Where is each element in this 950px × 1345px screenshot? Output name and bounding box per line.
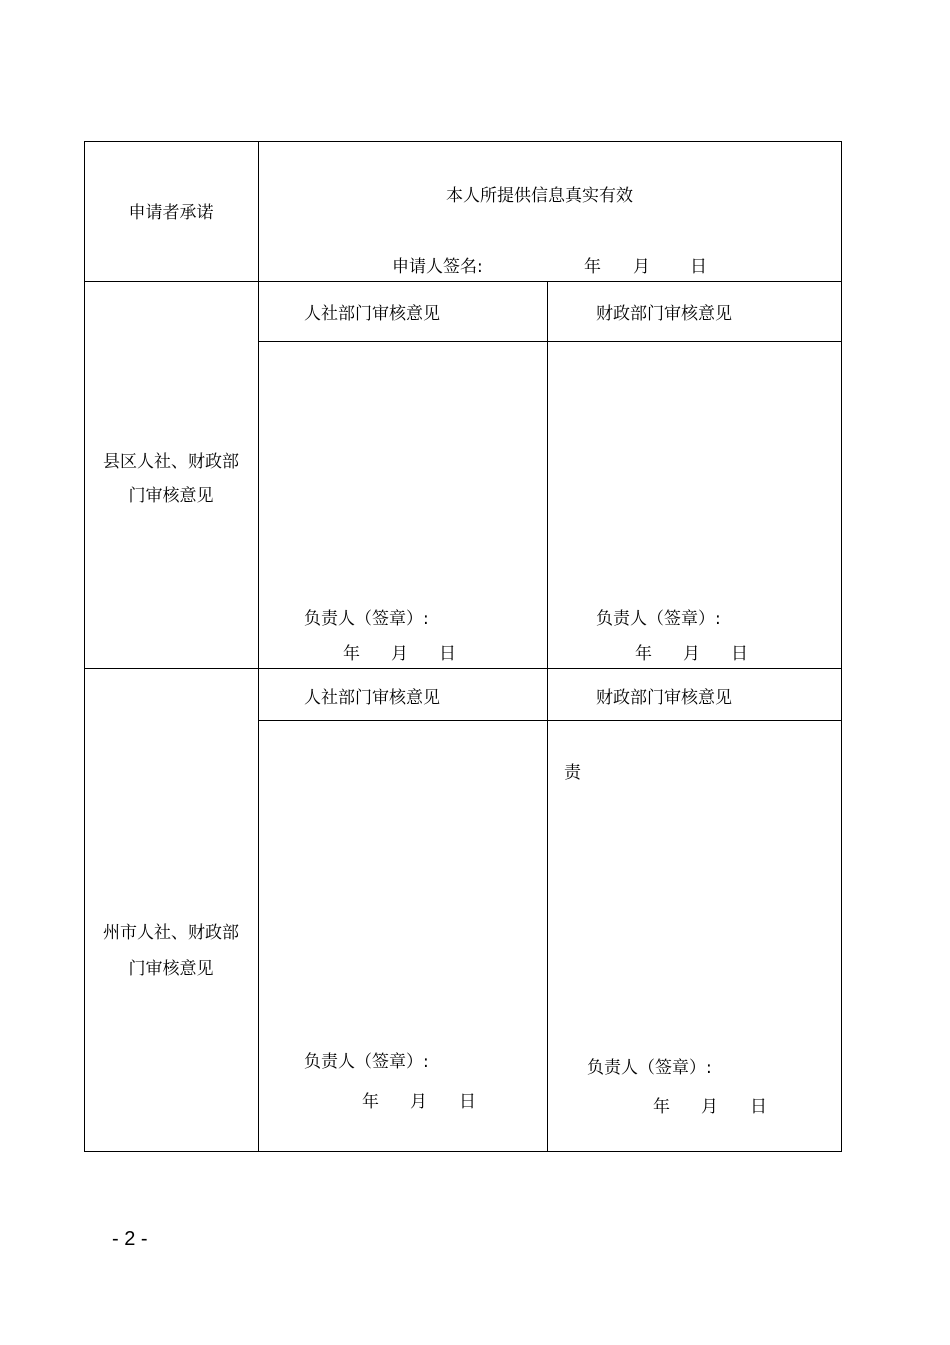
county-hr-review-header: 人社部门审核意见 bbox=[304, 304, 440, 324]
city-review-label-line2: 门审核意见 bbox=[128, 959, 214, 979]
page-number: - 2 - bbox=[112, 1228, 148, 1250]
city-hr-day: 日 bbox=[459, 1092, 476, 1112]
middle-column-border bbox=[547, 281, 548, 1152]
signature-month: 月 bbox=[633, 257, 650, 277]
row1-bottom-border bbox=[84, 281, 842, 282]
row2-bottom-border bbox=[84, 668, 842, 669]
county-finance-review-header: 财政部门审核意见 bbox=[596, 304, 732, 324]
county-review-label-line2: 门审核意见 bbox=[128, 486, 214, 506]
label-column-border bbox=[258, 141, 259, 1152]
table-top-border bbox=[84, 141, 842, 142]
city-hr-review-header: 人社部门审核意见 bbox=[304, 688, 440, 708]
applicant-commitment-label: 申请者承诺 bbox=[128, 203, 214, 223]
county-finance-day: 日 bbox=[731, 644, 748, 664]
county-hr-signer-label: 负责人（签章）: bbox=[304, 609, 429, 629]
city-finance-signer-label: 负责人（签章）: bbox=[587, 1058, 712, 1078]
table-left-border bbox=[84, 141, 85, 1152]
applicant-signature-label: 申请人签名: bbox=[392, 257, 483, 277]
row2-header-border bbox=[258, 341, 842, 342]
city-finance-month: 月 bbox=[701, 1097, 718, 1117]
stray-character: 责 bbox=[564, 763, 581, 783]
city-hr-year: 年 bbox=[362, 1092, 379, 1112]
table-right-border bbox=[841, 141, 842, 1152]
table-bottom-border bbox=[84, 1151, 842, 1152]
row3-header-border bbox=[258, 720, 842, 721]
county-finance-signer-label: 负责人（签章）: bbox=[596, 609, 721, 629]
signature-year: 年 bbox=[584, 257, 601, 277]
county-review-label-line1: 县区人社、财政部 bbox=[103, 452, 239, 472]
city-finance-review-header: 财政部门审核意见 bbox=[596, 688, 732, 708]
county-hr-month: 月 bbox=[391, 644, 408, 664]
city-review-label-line1: 州市人社、财政部 bbox=[103, 923, 239, 943]
signature-day: 日 bbox=[690, 257, 707, 277]
county-finance-year: 年 bbox=[635, 644, 652, 664]
county-hr-year: 年 bbox=[343, 644, 360, 664]
city-finance-day: 日 bbox=[750, 1097, 767, 1117]
city-finance-year: 年 bbox=[653, 1097, 670, 1117]
city-hr-month: 月 bbox=[410, 1092, 427, 1112]
county-finance-month: 月 bbox=[683, 644, 700, 664]
city-hr-signer-label: 负责人（签章）: bbox=[304, 1052, 429, 1072]
county-hr-day: 日 bbox=[439, 644, 456, 664]
commitment-statement: 本人所提供信息真实有效 bbox=[446, 186, 633, 206]
